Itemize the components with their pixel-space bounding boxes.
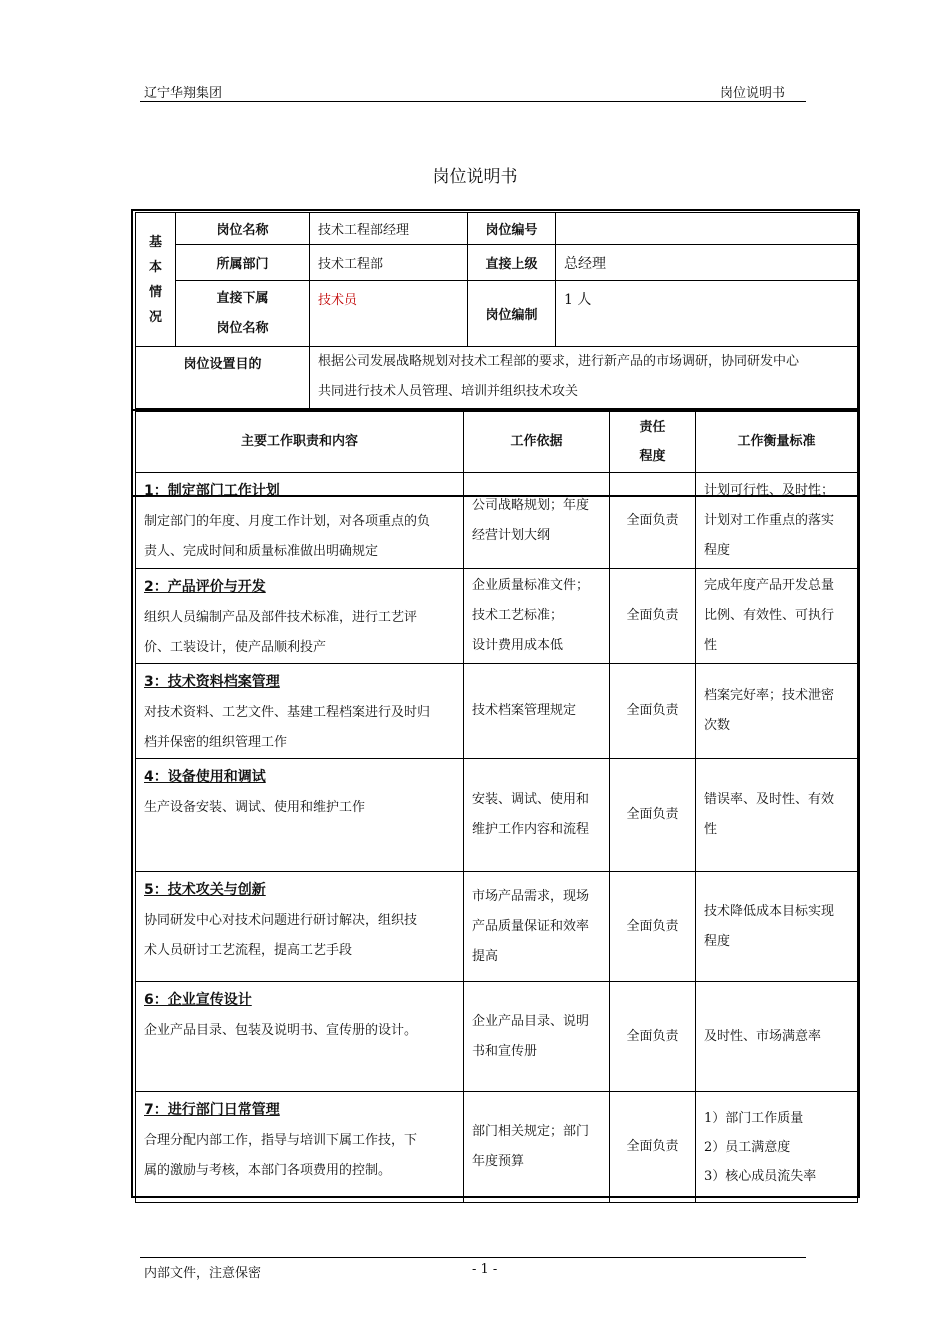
duties-header-resp-line1: 责任 (639, 420, 666, 435)
duty-row-3 (136, 664, 858, 759)
duty-measure-5 (696, 872, 858, 982)
duty-measure-2 (696, 569, 858, 664)
duty-resp-1: 全面负责 (610, 473, 696, 569)
duty-title-5: 5：技术攻关与创新 (144, 882, 266, 898)
duty-row-6 (136, 982, 858, 1092)
footer-note: 内部文件，注意保密 (144, 1266, 262, 1281)
duty-basis-2b: 技术工艺标准； (472, 608, 564, 623)
duty-measure-4b: 性 (704, 822, 718, 837)
duty-row-2 (136, 569, 858, 664)
duty-measure-1 (696, 473, 858, 569)
duty-content-3 (136, 664, 464, 759)
duty-resp-4: 全面负责 (610, 759, 696, 872)
duty-content-2 (136, 569, 464, 664)
duty-measure-2a: 完成年度产品开发总量 (704, 578, 835, 593)
duty-basis-5c: 提高 (472, 948, 499, 964)
duty-row-5 (136, 872, 858, 982)
label-subordinates-line1: 直接下属 (216, 290, 269, 306)
duty-desc-5a: 协同研发中心对技术问题进行研讨解决，组织技 (144, 913, 418, 928)
label-position-code: 岗位编号 (468, 213, 556, 245)
value-headcount: 1 人 (556, 281, 858, 347)
duty-measure-4 (696, 759, 858, 872)
duty-desc-2a: 组织人员编制产品及部件技术标准，进行工艺评 (144, 610, 418, 625)
duty-resp-7: 全面负责 (610, 1092, 696, 1203)
duties-header-measure: 工作衡量标准 (696, 412, 858, 473)
duty-basis-1a: 公司战略规划；年度 (472, 497, 590, 513)
duty-measure-5b: 程度 (704, 933, 731, 949)
duty-basis-3 (464, 664, 610, 759)
value-position-name: 技术工程部经理 (310, 213, 468, 245)
duty-basis-1 (464, 473, 610, 569)
duty-resp-2: 全面负责 (610, 569, 696, 664)
duty-measure-1b: 计划对工作重点的落实 (704, 512, 835, 528)
duty-measure-7b: 2）员工满意度 (704, 1139, 791, 1155)
duty-resp-6: 全面负责 (610, 982, 696, 1092)
label-position-name: 岗位名称 (176, 213, 310, 245)
value-department: 技术工程部 (310, 245, 468, 281)
duties-header-content: 主要工作职责和内容 (136, 412, 464, 473)
duty-resp-5: 全面负责 (610, 872, 696, 982)
duty-title-6: 6：企业宣传设计 (144, 992, 252, 1008)
duty-measure-1a: 计划可行性、及时性； (704, 482, 835, 498)
duty-measure-3 (696, 664, 858, 759)
value-direct-superior: 总经理 (556, 245, 858, 281)
value-position-code (556, 213, 858, 245)
basic-section-text: 基本情况 (148, 234, 162, 325)
duty-desc-6a: 企业产品目录、包装及说明书、宣传册的设计。 (144, 1023, 418, 1038)
page-title: 岗位说明书 (432, 167, 518, 187)
value-subordinates: 技术员 (310, 281, 468, 347)
duty-desc-3b: 档并保密的组织管理工作 (144, 735, 288, 750)
purpose-line1: 根据公司发展战略规划对技术工程部的要求，进行新产品的市场调研，协同研发中心 (318, 354, 800, 369)
duty-measure-7a: 1）部门工作质量 (704, 1110, 804, 1126)
duty-basis-6a: 企业产品目录、说明 (472, 1013, 590, 1029)
header-doc-label: 岗位说明书 (720, 86, 786, 101)
duty-row-7 (136, 1092, 858, 1203)
header-company: 辽宁华翔集团 (144, 86, 223, 101)
duty-measure-3b: 次数 (704, 718, 731, 733)
duty-content-4 (136, 759, 464, 872)
duty-title-3: 3：技术资料档案管理 (144, 674, 280, 690)
duty-basis-2 (464, 569, 610, 664)
duty-basis-4 (464, 759, 610, 872)
duty-measure-3a: 档案完好率；技术泄密 (704, 688, 835, 703)
duty-content-1 (136, 473, 464, 569)
label-headcount: 岗位编制 (468, 281, 556, 347)
duties-header-resp-line2: 程度 (639, 449, 666, 464)
duty-desc-3a: 对技术资料、工艺文件、基建工程档案进行及时归 (144, 705, 431, 720)
duty-basis-4a: 安装、调试、使用和 (472, 792, 590, 807)
label-purpose: 岗位设置目的 (136, 347, 310, 409)
duty-basis-1b: 经营计划大纲 (472, 527, 551, 543)
footer-page-number: - 1 - (472, 1262, 498, 1277)
label-subordinates (176, 281, 310, 347)
duty-content-7 (136, 1092, 464, 1203)
duty-desc-1b: 责人、完成时间和质量标准做出明确规定 (144, 544, 379, 559)
duty-basis-5b: 产品质量保证和效率 (472, 918, 590, 934)
duty-title-1: 1：制定部门工作计划 (144, 483, 280, 499)
label-direct-superior: 直接上级 (468, 245, 556, 281)
duty-basis-3a: 技术档案管理规定 (472, 703, 577, 718)
duty-measure-2c: 性 (704, 638, 718, 653)
duty-desc-2b: 价、工装设计，使产品顺利投产 (144, 640, 327, 655)
duty-measure-4a: 错误率、及时性、有效 (704, 792, 835, 807)
header-rule (140, 101, 806, 102)
duty-basis-7b: 年度预算 (472, 1154, 525, 1169)
duty-title-7: 7：进行部门日常管理 (144, 1102, 280, 1118)
duty-basis-4b: 维护工作内容和流程 (472, 822, 590, 837)
duties-header-basis: 工作依据 (464, 412, 610, 473)
duty-row-1 (136, 473, 858, 569)
duty-content-5 (136, 872, 464, 982)
duty-content-6 (136, 982, 464, 1092)
value-purpose (310, 347, 858, 409)
duty-title-4: 4：设备使用和调试 (144, 769, 266, 785)
basic-info-table (135, 212, 858, 409)
duty-resp-3: 全面负责 (610, 664, 696, 759)
footer-rule (140, 1257, 806, 1258)
duty-row-4 (136, 759, 858, 872)
duties-header-resp (610, 412, 696, 473)
duty-measure-1c: 程度 (704, 542, 731, 558)
basic-section-label (136, 213, 176, 347)
label-department: 所属部门 (176, 245, 310, 281)
duty-basis-7 (464, 1092, 610, 1203)
duty-desc-1a: 制定部门的年度、月度工作计划，对各项重点的负 (144, 514, 431, 529)
duty-basis-6b: 书和宣传册 (472, 1043, 538, 1059)
duty-desc-7a: 合理分配内部工作，指导与培训下属工作技，下 (144, 1133, 418, 1148)
duty-desc-5b: 术人员研讨工艺流程，提高工艺手段 (144, 943, 353, 958)
duty-basis-5a: 市场产品需求，现场 (472, 888, 590, 904)
duty-measure-6a: 及时性、市场满意率 (704, 1028, 822, 1044)
label-subordinates-line2: 岗位名称 (216, 320, 269, 336)
duty-measure-5a: 技术降低成本目标实现 (704, 903, 835, 919)
duty-measure-7c: 3）核心成员流失率 (704, 1168, 817, 1184)
duty-basis-2a: 企业质量标准文件； (472, 578, 590, 593)
duty-measure-7 (696, 1092, 858, 1203)
duties-table (135, 411, 858, 1203)
duty-basis-5 (464, 872, 610, 982)
duty-basis-2c: 设计费用成本低 (472, 638, 564, 653)
duty-title-2: 2：产品评价与开发 (144, 579, 266, 595)
purpose-line2: 共同进行技术人员管理、培训并组织技术攻关 (318, 384, 579, 399)
duty-basis-6 (464, 982, 610, 1092)
duty-basis-7a: 部门相关规定；部门 (472, 1124, 590, 1139)
duty-desc-4a: 生产设备安装、调试、使用和维护工作 (144, 800, 366, 815)
duty-measure-6 (696, 982, 858, 1092)
duty-desc-7b: 属的激励与考核，本部门各项费用的控制。 (144, 1163, 392, 1178)
duty-measure-2b: 比例、有效性、可执行 (704, 608, 835, 623)
